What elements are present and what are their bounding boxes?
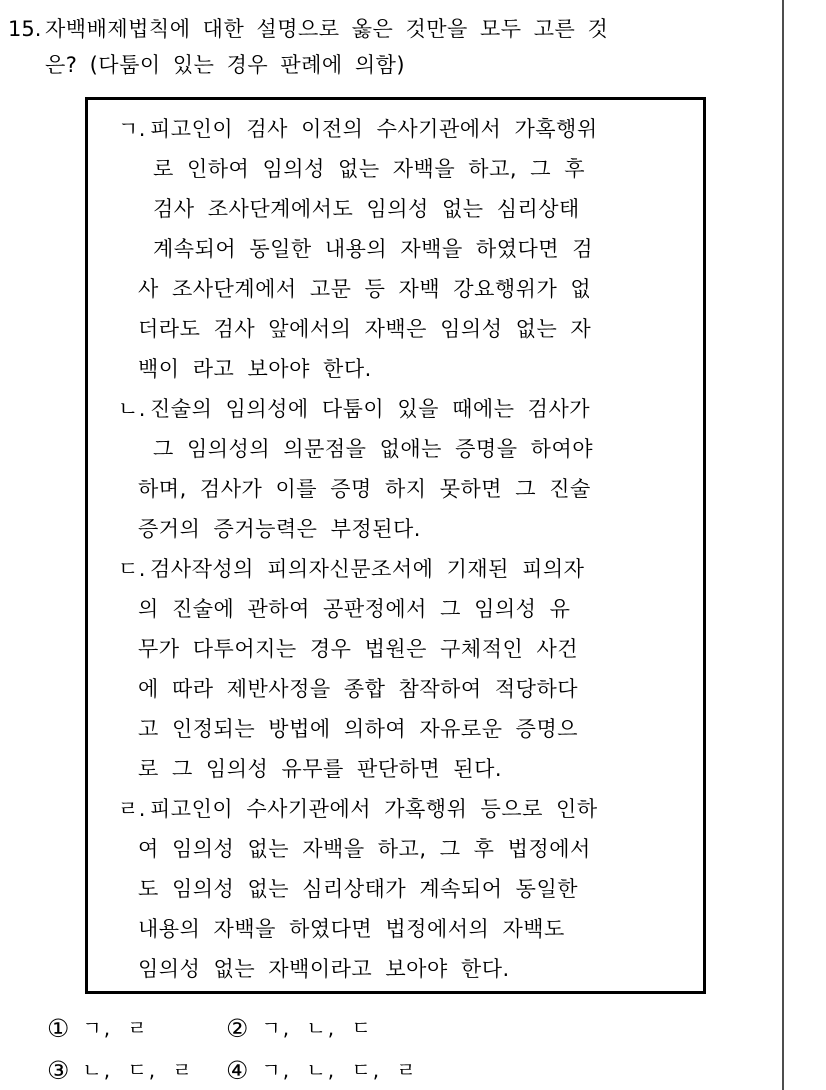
item-marker: ㄱ. [118, 117, 146, 141]
passage-line [88, 789, 703, 829]
option-4-label: ㄱ, ㄴ, ㄷ, ㄹ [261, 1058, 418, 1082]
option-3 [47, 1055, 226, 1086]
answer-options [47, 1013, 747, 1086]
option-3-label: ㄴ, ㄷ, ㄹ [82, 1058, 194, 1082]
question-block [8, 11, 748, 83]
passage-line: 내용의 자백을 하였다면 법정에서의 자백도 [138, 917, 565, 941]
passage-line: 에 따라 제반사정을 종합 참작하여 적당하다 [138, 677, 579, 701]
item-text: 검사작성의 피의자신문조서에 기재된 피의자 [150, 557, 585, 581]
passage-line: 무가 다투어지는 경우 법원은 구체적인 사건 [138, 637, 579, 661]
item-text: 피고인이 검사 이전의 수사기관에서 가혹행위 [150, 117, 598, 141]
passage-line: 백이 라고 보아야 한다. [138, 357, 372, 381]
passage-line: 하며, 검사가 이를 증명 하지 못하면 그 진술 [138, 477, 591, 501]
question-line-1: 자백배제법칙에 대한 설명으로 옳은 것만을 모두 고른 것 [45, 17, 609, 41]
option-1-label: ㄱ, ㄹ [82, 1016, 149, 1040]
option-2-label: ㄱ, ㄴ, ㄷ [261, 1016, 373, 1040]
question-number: 15. [8, 17, 42, 41]
passage-line [88, 109, 703, 149]
passage-items [88, 100, 703, 989]
passage-line: 로 인하여 임의성 없는 자백을 하고, 그 후 [153, 157, 585, 181]
passage-line: 그 임의성의 의문점을 없애는 증명을 하여야 [153, 437, 594, 461]
passage-line: 로 그 임의성 유무를 판단하면 된다. [138, 757, 503, 781]
item-text: 진술의 임의성에 다툼이 있을 때에는 검사가 [150, 397, 591, 421]
item-marker: ㄴ. [118, 397, 146, 421]
option-1 [47, 1013, 226, 1044]
passage-line: 증거의 증거능력은 부정된다. [138, 517, 421, 541]
item-marker: ㄹ. [118, 797, 146, 821]
circled-1-icon: ① [47, 1014, 70, 1043]
passage-line: 의 진술에 관하여 공판정에서 그 임의성 유 [138, 597, 571, 621]
circled-3-icon: ③ [47, 1056, 70, 1085]
passage-line: 고 인정되는 방법에 의하여 자유로운 증명으 [138, 717, 579, 741]
passage-line: 임의성 없는 자백이라고 보아야 한다. [138, 957, 510, 981]
question-line-2: 은? (다툼이 있는 경우 판례에 의함) [45, 53, 406, 77]
passage-box [85, 97, 706, 994]
option-4 [226, 1055, 747, 1086]
passage-line: 사 조사단계에서 고문 등 자백 강요행위가 없 [138, 277, 592, 301]
column-divider [782, 0, 784, 1090]
option-2 [226, 1013, 747, 1044]
circled-2-icon: ② [226, 1014, 249, 1043]
circled-4-icon: ④ [226, 1056, 249, 1085]
passage-line: 도 임의성 없는 심리상태가 계속되어 동일한 [138, 877, 579, 901]
item-text: 피고인이 수사기관에서 가혹행위 등으로 인하 [150, 797, 598, 821]
passage-line: 계속되어 동일한 내용의 자백을 하였다면 검 [153, 237, 594, 261]
item-marker: ㄷ. [118, 557, 146, 581]
question-text [45, 11, 748, 83]
passage-line [88, 389, 703, 429]
passage-line [88, 549, 703, 589]
passage-line: 여 임의성 없는 자백을 하고, 그 후 법정에서 [138, 837, 591, 861]
passage-line: 더라도 검사 앞에서의 자백은 임의성 없는 자 [138, 317, 592, 341]
passage-line: 검사 조사단계에서도 임의성 없는 심리상태 [153, 197, 580, 221]
